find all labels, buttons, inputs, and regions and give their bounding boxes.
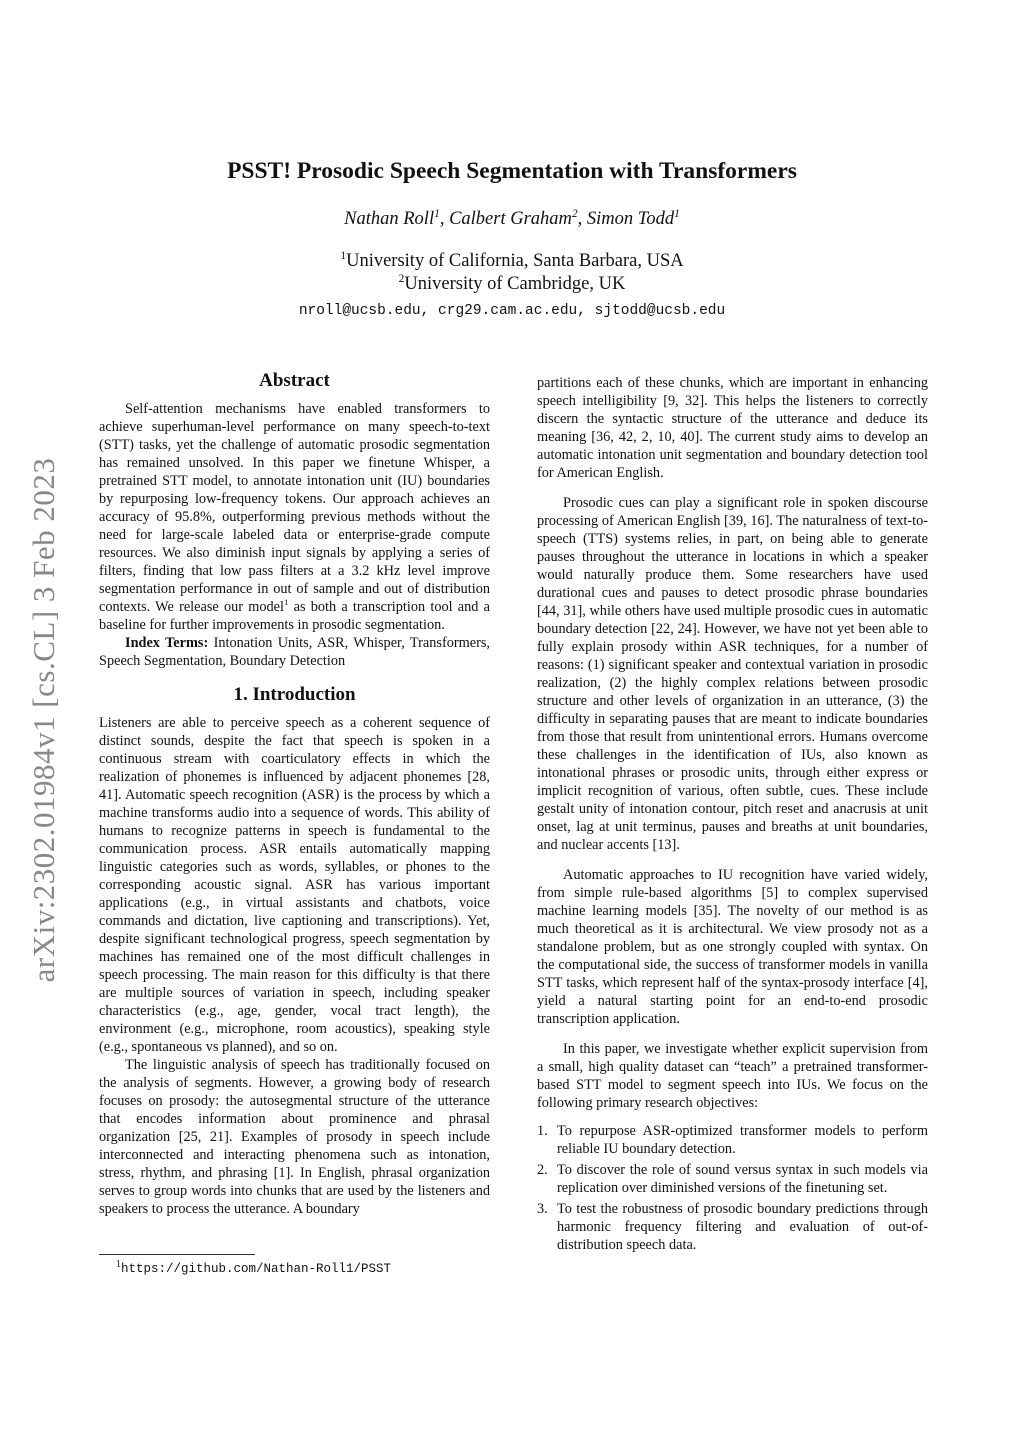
affiliation	[0, 251, 1024, 272]
objective-item	[537, 1161, 928, 1197]
footnote	[116, 1258, 392, 1276]
abstract-text-end: as both a transcription tool and a baseline for further improvements in prosodic segmentation.	[99, 599, 490, 633]
author-affil-mark: 1	[434, 207, 440, 220]
index-terms	[99, 634, 490, 670]
author-affil-mark: 2	[571, 207, 578, 220]
author-separator: ,	[577, 209, 587, 229]
footnote-link[interactable]: https://github.com/Nathan-Roll1/PSST	[121, 1262, 392, 1276]
affiliation-text: University of California, Santa Barbara, USA	[346, 251, 684, 271]
affiliation-mark: 2	[398, 272, 405, 285]
author-emails: nroll@ucsb.edu, crg29.cam.ac.edu, sjtodd@ucsb.edu	[298, 303, 726, 319]
footnote-mark: 1	[283, 597, 289, 608]
objective-item	[537, 1200, 928, 1254]
objective-item	[537, 1122, 928, 1158]
body-paragraph: In this paper, we investigate whether explicit supervision from a small, high quality dataset can “teach” a pretrained transformer-based STT model to segment speech into IUs. We focus on the following primary research objectives:	[537, 1041, 928, 1111]
arxiv-stamp-text: arXiv:2302.01984v1 [cs.CL] 3 Feb 2023	[26, 457, 61, 983]
index-terms-text: Intonation Units, ASR, Whisper, Transformers, Speech Segmentation, Boundary Detection	[99, 635, 490, 669]
paper-title: PSST! Prosodic Speech Segmentation with Transformers	[227, 158, 797, 184]
intro-paragraph: Listeners are able to perceive speech as a coherent sequence of distinct sounds, despite the fact that speech is spoken in a continuous stream with coarticulatory effects in which the realization of phonemes is influenced by adjacent phonemes [28, 41]. Automatic speech recognition (ASR) is the process by which a machine transforms audio into a sequence of words. This ability of humans to recognize patterns in speech is fundamental to the communication process. ASR entails automatically mapping linguistic categories such as words, syllables, or phones to the corresponding acoustic signal. ASR has various important applications (e.g., in virtual assistants and chatbots, voice commands and dictation, live captioning and transcriptions). Yet, despite significant technological progress, speech segmentation by machines has remained one of the most difficult challenges in speech processing. The main reason for this difficulty is that there are multiple sources of variation in speech, including speaker characteristics (e.g., age, gender, vocal tract length), the environment (e.g., microphone, room acoustics), speaking style (e.g., spontaneous vs planned), and so on.	[99, 715, 490, 1055]
body-paragraph: Automatic approaches to IU recognition have varied widely, from simple rule-based algorithms [5] to complex supervised machine learning models [35]. The novelty of our method is as much theoretical as it is architectural. We view prosody not as a standalone problem, but as one strongly coupled with syntax. On the computational side, the success of transformer models in vanilla STT tasks, which represent half of the syntax-prosody interface [4], yield a natural starting point for an end-to-end prosodic transcription application.	[537, 867, 928, 1027]
author-name: Calbert Graham	[449, 209, 572, 229]
objective-text: To discover the role of sound versus syntax in such models via replication over diminished versions of the finetuning set.	[557, 1162, 928, 1196]
objective-number: 2.	[537, 1162, 548, 1178]
abstract-paragraph	[99, 400, 490, 634]
objective-text: To test the robustness of prosodic boundary predictions through harmonic frequency filtering and evaluation of out-of-distribution speech data.	[557, 1201, 928, 1253]
author-name: Simon Todd	[586, 209, 675, 229]
body-paragraph: partitions each of these chunks, which are important in enhancing speech intelligibility [9, 32]. This helps the listeners to correctly discern the syntactic structure of the utterance and deduce its meaning [36, 42, 2, 10, 40]. The current study aims to develop an automatic intonation unit segmentation and boundary detection tool for American English.	[537, 375, 928, 481]
footnote-divider	[99, 1254, 255, 1255]
author-list	[0, 209, 1024, 230]
footnote-mark: 1	[116, 1258, 121, 1270]
author-affil-mark: 1	[674, 207, 680, 220]
intro-paragraph: The linguistic analysis of speech has traditionally focused on the analysis of segments. However, a growing body of research focuses on prosody: the autosegmental structure of the utterance that encodes information about prominence and phrasal organization [25, 21]. Examples of prosody in speech include interconnected and interacting phenomena such as intonation, stress, rhythm, and phrasing [1]. In English, phrasal organization serves to group words into chunks that are used by the listeners and speakers to process the utterance. A boundary	[99, 1057, 490, 1217]
introduction-heading: 1. Introduction	[233, 684, 356, 705]
affiliation	[0, 274, 1024, 295]
body-paragraph: Prosodic cues can play a significant role in spoken discourse processing of American English [39, 16]. The naturalness of text-to-speech (TTS) systems relies, in part, on being able to generate pauses throughout the utterance in locations in which a speaker would naturally produce them. Some researchers have used durational cues and pauses to detect prosodic phrase boundaries [44, 31], while others have used multiple prosodic cues in automatic boundary detection [22, 24]. However, we have not yet been able to fully explain prosody within ASR techniques, for a number of reasons: (1) significant speaker and contextual variation in prosodic realization, (2) the highly complex relations between prosodic structure and other levels of organization in an utterance, (3) the difficulty in separating pauses that are meant to indicate boundaries from those that result from unintentional errors. Humans overcome these challenges in the identification of IUs, also known as intonational phrases or prosodic units, through either express or implicit recognition of various, often subtle, cues. These include gestalt unity of intonation contour, pitch reset and anacrusis at unit onset, lag at unit terminus, pauses and breaths at unit boundaries, and nuclear accents [13].	[537, 495, 928, 853]
objective-text: To repurpose ASR-optimized transformer models to perform reliable IU boundary detection.	[557, 1123, 928, 1157]
objective-number: 1.	[537, 1123, 548, 1139]
author-name: Nathan Roll	[344, 209, 435, 229]
abstract-text: Self-attention mechanisms have enabled transformers to achieve superhuman-level performance on many speech-to-text (STT) tasks, yet the challenge of automatic prosodic segmentation has remained unsolved. In this paper we finetune Whisper, a pretrained STT model, to annotate intonation unit (IU) boundaries by repurposing low-frequency tokens. Our approach achieves an accuracy of 95.8%, outperforming previous methods without the need for large-scale labeled data or enterprise-grade compute resources. We also diminish input signals by applying a series of filters, finding that low pass filters at a 3.2 kHz level improve segmentation performance in out of sample and out of distribution contexts. We release our model	[99, 401, 490, 615]
index-terms-label: Index Terms:	[125, 635, 209, 651]
left-column	[99, 360, 490, 1218]
right-column	[537, 374, 928, 1257]
author-separator: ,	[439, 209, 450, 229]
abstract-heading: Abstract	[259, 370, 330, 391]
objectives-list	[537, 1122, 928, 1254]
affiliation-mark: 1	[340, 249, 347, 262]
objective-number: 3.	[537, 1201, 548, 1217]
affiliation-text: University of Cambridge, UK	[404, 274, 626, 294]
